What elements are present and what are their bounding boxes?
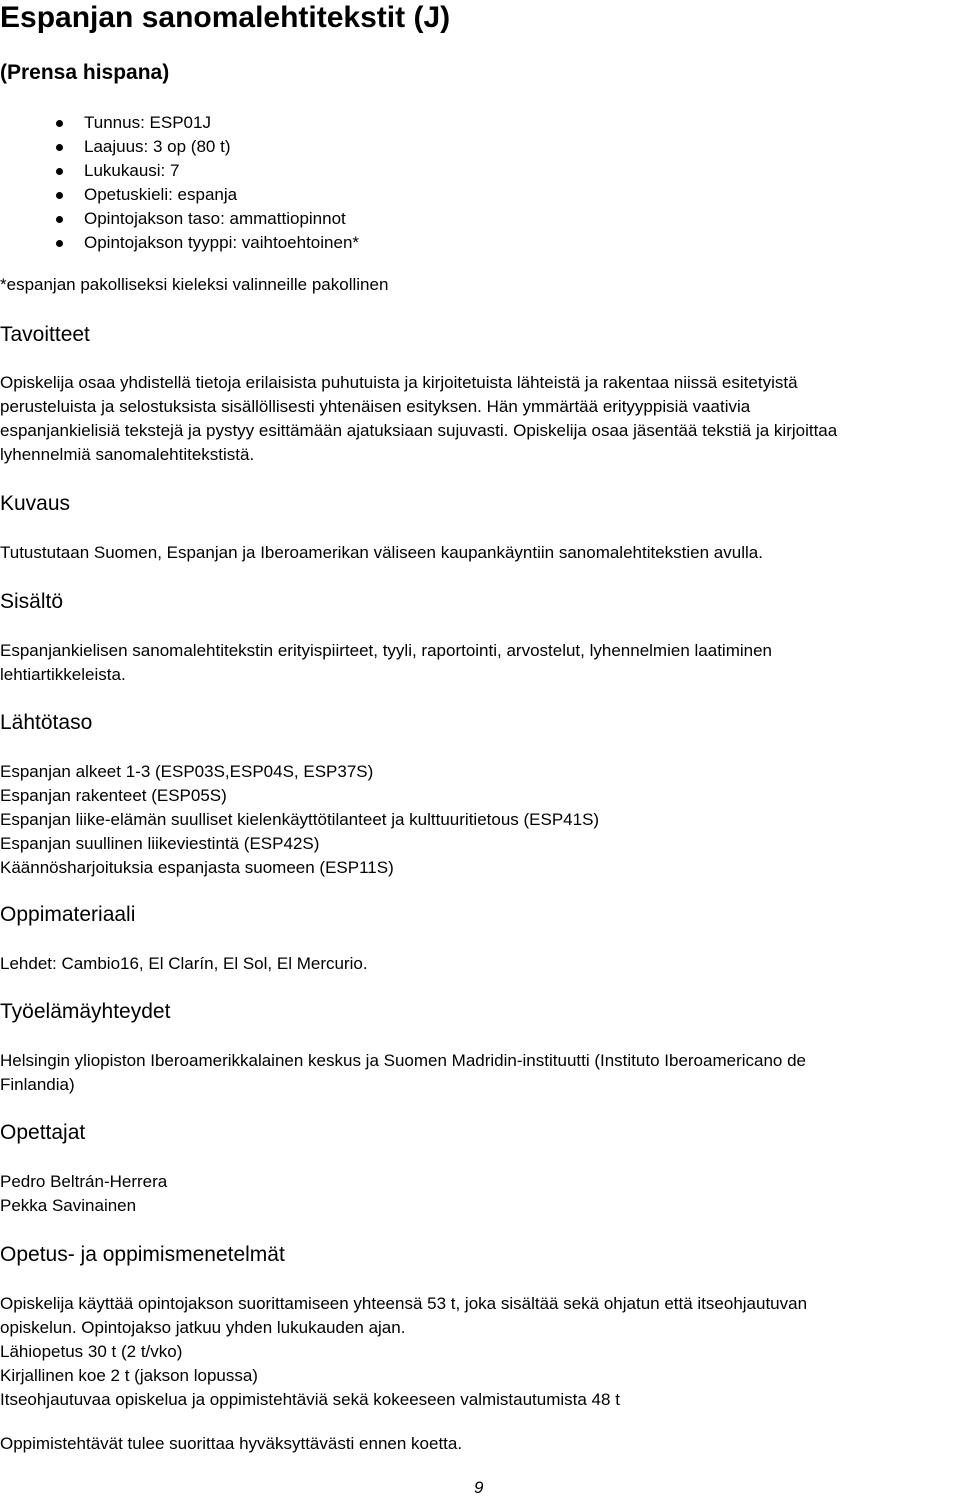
section-heading-tyoelamayhteydet: Työelämäyhteydet [0,1000,171,1023]
document-title: Espanjan sanomalehtitekstit (J) [0,1,451,34]
fact-item: Opintojakson taso: ammattiopinnot [56,207,359,231]
section-closing-menetelmat: Oppimistehtävät tulee suorittaa hyväksyttävästi ennen koetta. [0,1434,463,1453]
fact-item: Tunnus: ESP01J [56,111,359,135]
bullet-icon [56,144,63,151]
section-body-sisalto: Espanjankielisen sanomalehtitekstin erityispiirteet, tyyli, raportointi, arvostelut, lyhennelmien laatiminen lehtiartikkeleista. [0,641,772,684]
section-heading-menetelmat: Opetus- ja oppimismenetelmät [0,1243,285,1266]
section-body-kuvaus: Tutustutaan Suomen, Espanjan ja Iberoamerikan väliseen kaupankäyntiin sanomalehtitekstien avulla. [0,543,763,562]
section-body-tavoitteet: Opiskelija osaa yhdistellä tietoja erilaisista puhutuista ja kirjoitetuista lähteistä ja rakentaa niissä esitetyistä perusteluista ja selostuksista sisällöllisesti yhtenäisen esityksen. Hän ymmärtää erityyppisiä vaativia espanjankielisiä tekstejä ja pystyy esittämään ajatuksiaan sujuvasti. Opiskelija osaa jäsentää tekstiä ja kirjoittaa lyhennelmiä sanomalehtitekstistä. [0,373,838,464]
section-body-lahtotaso: Espanjan alkeet 1-3 (ESP03S,ESP04S, ESP37S) Espanjan rakenteet (ESP05S) Espanjan liike-elämän suulliset kielenkäyttötilanteet ja kulttuuritietous (ESP41S) Espanjan suullinen liikeviestintä (ESP42S) Käännösharjoituksia espanjasta suomeen (ESP11S) [0,762,600,877]
fact-item: Opetuskieli: espanja [56,183,359,207]
section-heading-kuvaus: Kuvaus [0,492,71,515]
page-number: 9 [474,1478,484,1497]
bullet-icon [56,120,63,127]
document-subtitle: (Prensa hispana) [0,61,170,84]
bullet-icon [56,216,63,223]
fact-item: Opintojakson tyyppi: vaihtoehtoinen* [56,231,359,255]
footnote: *espanjan pakolliseksi kieleksi valinneille pakollinen [0,275,389,294]
section-heading-opettajat: Opettajat [0,1121,86,1144]
fact-item: Laajuus: 3 op (80 t) [56,135,359,159]
section-heading-oppimateriaali: Oppimateriaali [0,903,136,926]
section-body-opettajat: Pedro Beltrán-Herrera Pekka Savinainen [0,1172,168,1215]
section-body-oppimateriaali: Lehdet: Cambio16, El Clarín, El Sol, El Mercurio. [0,954,368,973]
section-body-tyoelamayhteydet: Helsingin yliopiston Iberoamerikkalainen keskus ja Suomen Madridin-instituutti (Instituto Iberoamericano de Finlandia) [0,1051,807,1094]
bullet-icon [56,240,63,247]
section-body-menetelmat: Opiskelija käyttää opintojakson suorittamiseen yhteensä 53 t, joka sisältää sekä ohjatun että itseohjautuvan opiskelun. Opintojakso jatkuu yhden lukukauden ajan. Lähiopetus 30 t (2 t/vko) Kirjallinen koe 2 t (jakson lopussa) Itseohjautuvaa opiskelua ja oppimistehtäviä sekä kokeeseen valmistautumista 48 t [0,1294,808,1409]
section-heading-sisalto: Sisältö [0,590,64,613]
bullet-icon [56,168,63,175]
bullet-icon [56,192,63,199]
section-heading-lahtotaso: Lähtötaso [0,711,93,734]
fact-item: Lukukausi: 7 [56,159,359,183]
section-heading-tavoitteet: Tavoitteet [0,323,90,346]
course-facts-list [56,111,359,255]
